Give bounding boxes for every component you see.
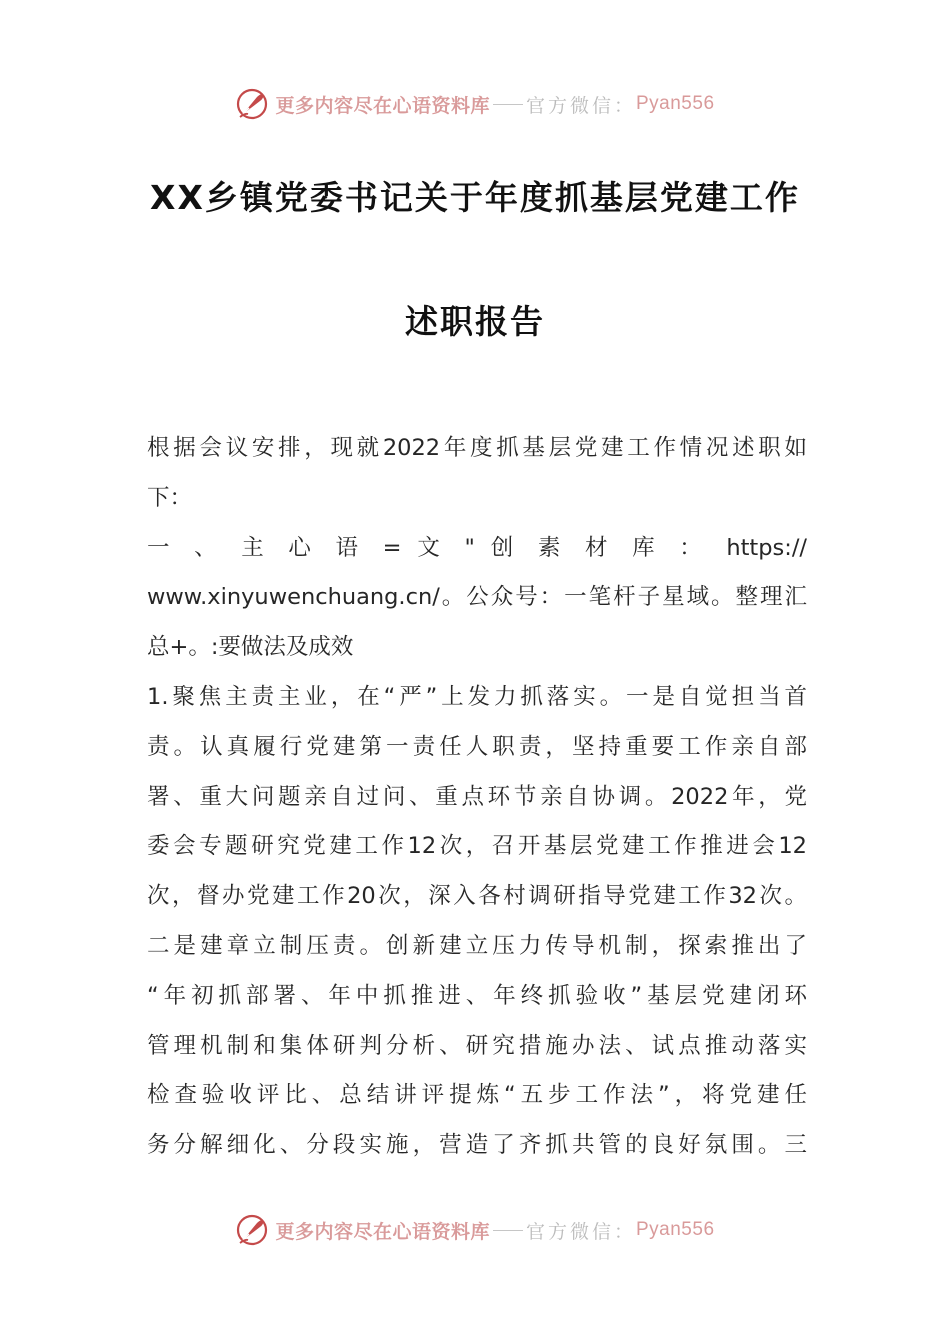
watermark-official-label: 官方微信：	[525, 1220, 636, 1243]
body-line: 管理机制和集体研判分析、研究措施办法、试点推动落实	[147, 1032, 807, 1059]
watermark-official-label: 官方微信：	[525, 94, 636, 117]
watermark-divider	[493, 1230, 523, 1231]
document-title-line-2: 述职报告	[405, 302, 545, 341]
document-title-line-1: XX乡镇党委书记关于年度抓基层党建工作	[150, 178, 800, 217]
body-line: 检查验收评比、总结讲评提炼“五步工作法”，将党建任	[147, 1082, 807, 1109]
document-body	[147, 424, 807, 1171]
quill-pen-logo-icon	[235, 87, 269, 121]
body-line: 总+。:要做法及成效	[147, 634, 354, 661]
body-line: 一 、 主 心 语 = 文 " 创 素 材 库 ： https://	[147, 534, 807, 561]
watermark-site-text: 更多内容尽在心语资料库	[275, 1220, 490, 1243]
body-line: 下：	[147, 484, 193, 511]
body-line: 根据会议安排，现就2022年度抓基层党建工作情况述职如	[147, 435, 807, 461]
body-line: 责。认真履行党建第一责任人职责，坚持重要工作亲自部	[147, 733, 807, 760]
body-line: 署、重大问题亲自过问、重点环节亲自协调。2022年，党	[147, 783, 807, 810]
header-watermark	[0, 84, 950, 124]
body-line: 次，督办党建工作20次，深入各村调研指导党建工作32次。	[147, 883, 807, 910]
footer-watermark	[0, 1210, 950, 1250]
watermark-account-id: Pyan556	[636, 93, 715, 114]
body-line: “年初抓部署、年中抓推进、年终抓验收”基层党建闭环	[147, 982, 807, 1009]
body-line: 1.聚焦主责主业，在“严”上发力抓落实。一是自觉担当首	[147, 683, 807, 710]
body-line: 务分解细化、分段实施，营造了齐抓共管的良好氛围。三	[147, 1132, 807, 1159]
body-line: www.xinyuwenchuang.cn/。公众号：一笔杆子星域。整理汇	[147, 584, 807, 611]
watermark-divider	[493, 104, 523, 105]
watermark-site-text: 更多内容尽在心语资料库	[275, 94, 490, 117]
body-line: 委会专题研究党建工作12次，召开基层党建工作推进会12	[147, 833, 807, 860]
body-line: 二是建章立制压责。创新建立压力传导机制，探索推出了	[147, 932, 807, 959]
watermark-account-id: Pyan556	[636, 1219, 715, 1240]
quill-pen-logo-icon	[235, 1213, 269, 1247]
